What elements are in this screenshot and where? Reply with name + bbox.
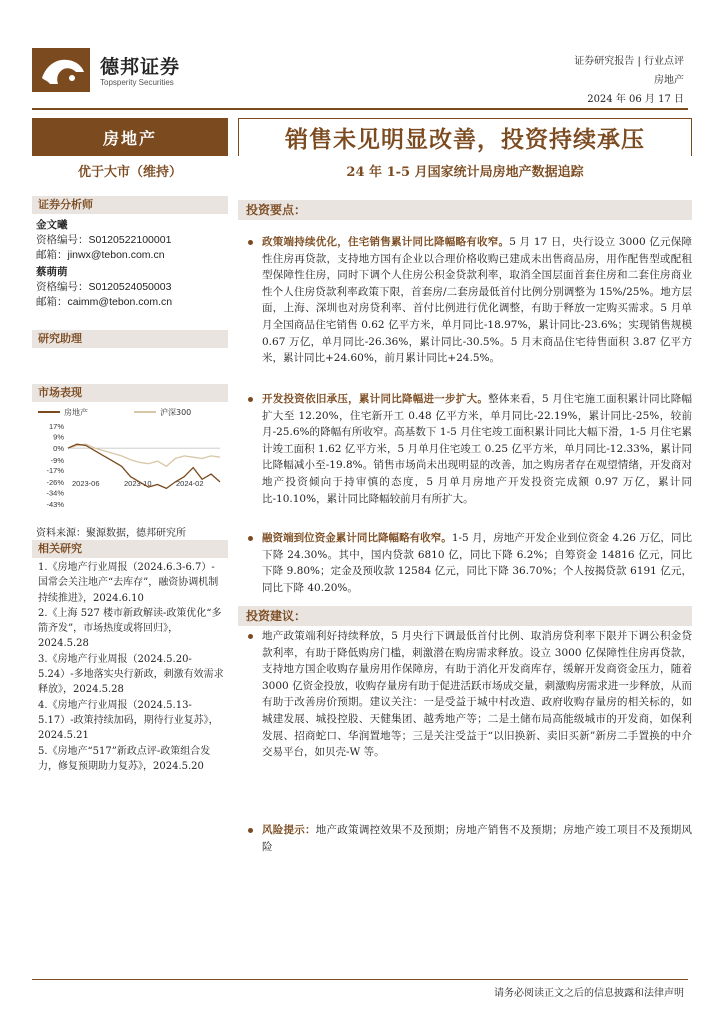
- analyst-cert: 资格编号：S0120522100001: [36, 234, 172, 246]
- related-item[interactable]: 3.《房地产行业周报（2024.5.20-5.24）-多地落实央行新政，刺激有效需求释放》，2024.5.28: [38, 653, 224, 696]
- x-tick-label: 2023-10: [124, 478, 152, 488]
- related-heading: 相关研究: [32, 540, 228, 558]
- key-point-lead: 融资端到位资金累计同比降幅略有收窄。: [262, 532, 452, 544]
- risk-body: 地产政策调控效果不及预期；房地产销售不及预期；房地产竣工项目不及预期风险: [262, 824, 693, 853]
- key-point-lead: 政策端持续优化，住宅销售累计同比降幅略有收窄。: [262, 236, 510, 248]
- analyst-email[interactable]: 邮箱：jinwx@tebon.com.cn: [36, 249, 165, 261]
- report-type: 证券研究报告 | 行业点评: [574, 56, 684, 67]
- bullet-icon: [248, 397, 253, 402]
- rating: 优于大市（维持）: [77, 165, 182, 180]
- assistant-heading: 研究助理: [32, 330, 228, 348]
- advice-text: [248, 628, 692, 761]
- bullet-icon: [248, 240, 253, 245]
- series-line: [68, 444, 220, 466]
- advice-body: 地产政策端利好持续释放，5 月央行下调最低首付比例、取消房贷利率下限并下调公积金贷款利率，有助于降低购房门槛，刺激潜在购房需求释放。设立 3000 亿保障性住房再贷款，支持地方国企收购存量房用作保障房，有助于消化开发商库存，缓解开发商资金压力，随着 3000 亿资金投放，收购存量房有助于促进活跃市场成交量，刺激购房需求进一步释放，从而有助于改善房价预期。建议关注：一是受益于城中村改造、政府收购存量房的相关标的，如城建发展、城投控股、天健集团、越秀地产等；二是土储布局高能级城市的开发商，如保利发展、招商蛇口、华润置地等；三是关注受益于“以旧换新、卖旧买新”新房二手置换的中介交易平台，如贝壳-W 等。: [262, 630, 692, 759]
- analyst-heading: 证券分析师: [32, 196, 228, 214]
- key-point-text: 1-5 月，房地产开发企业到位资金 4.26 万亿，同比下降 24.30%。其中，国内贷款 6810 亿，同比下降 6.2%；自筹资金 14816 亿元，同比下降 9.80%；定金及预收款 12584 亿元，同比下降 36.70%；个人按揭贷款 6191 亿元，同比下降 40.20%。: [262, 532, 693, 594]
- x-tick-label: 2023-06: [72, 478, 100, 488]
- footer-divider: [32, 979, 688, 980]
- report-meta: [574, 52, 684, 109]
- report-date: 2024 年 06 月 17 日: [587, 94, 684, 105]
- related-list: [38, 560, 224, 774]
- related-item[interactable]: 4.《房地产行业周报（2024.5.13-5.17）-政策持续加码，期待行业复苏》，2024.5.21: [38, 699, 219, 742]
- risk-lead: 风险提示：: [262, 824, 316, 836]
- sector-label: 房地产: [32, 118, 228, 156]
- y-tick-label: -26%: [46, 477, 64, 487]
- bullet-icon: [248, 634, 253, 639]
- title-box: [238, 118, 692, 156]
- related-item[interactable]: 1.《房地产行业周报（2024.6.3-6.7）-国常会关注地产“去库存”，融资协调机制持续推进》，2024.6.10: [38, 562, 219, 604]
- bullet-icon: [248, 536, 253, 541]
- analyst-cert: 资格编号：S0120524050003: [36, 281, 172, 293]
- company-name-en: Topsperity Securities: [100, 78, 174, 87]
- related-item[interactable]: 5.《房地产“517”新政点评-政策组合发力，修复预期助力复苏》，2024.5.20: [38, 745, 211, 772]
- key-points-heading: 投资要点：: [238, 200, 692, 220]
- logo-mark-icon: [32, 48, 90, 92]
- risk-text: [248, 822, 692, 855]
- page-subtitle: 24 年 1-5 月国家统计局房地产数据追踪: [346, 165, 584, 180]
- key-point-3: [248, 530, 692, 596]
- key-point-text: 5 月 17 日，央行设立 3000 亿元保障性住房再贷款，支持地方国有企业以合理价格收购已建成未出售商品房，用作配售型或配租型保障性住房，同时下调个人住房公积金贷款利率，取消全国层面首套住房和二套住房商业性个人住房贷款利率政策下限，首套房/二套房最低首付比例分别调整为 15%/25%。地方层面，上海、深圳也对房贷利率、首付比例进行优化调整，有助于释放一定购买需求。5 月单月全国商品住宅销售 0.62 亿平方米，单月同比-18.97%，累计同比-23.6%；实现销售规模 0.67 万亿，单月同比-26.36%，累计同比-30.5%。5 月末商品住宅待售面积 3.87 亿平方米，累计同比+24.60%，前月累计同比+24.5%。: [262, 236, 693, 365]
- analyst-name: 金文曦: [36, 219, 68, 231]
- key-point-2: [248, 391, 692, 507]
- analyst-1: [36, 218, 171, 263]
- y-tick-label: -9%: [50, 455, 64, 465]
- y-tick-label: 0%: [53, 444, 64, 454]
- header-divider: [32, 108, 688, 110]
- key-point-lead: 开发投资依旧承压，累计同比降幅进一步扩大。: [262, 393, 489, 405]
- analyst-email[interactable]: 邮箱：caimm@tebon.com.cn: [36, 296, 173, 308]
- y-tick-label: -17%: [46, 466, 64, 476]
- y-tick-label: 9%: [53, 432, 64, 442]
- analyst-2: [36, 265, 172, 310]
- company-name: 德邦证券: [100, 56, 181, 78]
- page-title: 销售未见明显改善，投资持续承压: [285, 127, 645, 153]
- legend-label: 房地产: [64, 408, 88, 417]
- bullet-icon: [248, 828, 253, 833]
- chart-source: 资料来源：聚源数据，德邦研究所: [36, 528, 186, 539]
- analyst-name: 蔡萌萌: [36, 266, 68, 278]
- footer-disclaimer: 请务必阅读正文之后的信息披露和法律声明: [494, 988, 684, 999]
- related-item[interactable]: 2.《上海 527 楼市新政解读-政策优化“多箭齐发”，市场热度或将回归》，2024.5.28: [38, 607, 222, 650]
- market-performance-chart: [34, 404, 226, 512]
- report-sector: 房地产: [654, 75, 684, 86]
- market-heading: 市场表现: [32, 384, 228, 402]
- company-logo: [32, 48, 192, 92]
- key-point-1: [248, 234, 692, 367]
- y-tick-label: -43%: [46, 500, 64, 509]
- legend-label: 沪深300: [160, 408, 192, 417]
- x-tick-label: 2024-02: [176, 478, 204, 488]
- y-tick-label: 17%: [48, 422, 64, 431]
- y-tick-label: -34%: [46, 488, 64, 498]
- key-point-text: 整体来看，5 月住宅施工面积累计同比降幅扩大至 12.20%，住宅新开工 0.48 亿平方米，单月同比-22.19%，累计同比-25%，较前月-25.6%的降幅有所收窄。高基数下 1-5 月住宅竣工面积累计同比大幅下滑，1-5 月住宅累计竣工面积 1.62 亿平方米，5 月单月住宅竣工 0.25 亿平方米，单月同比-12.33%，累计同比降幅减小至-19.8%。销售市场尚未出现明显的改善，加之购房者存在观望情绪，开发商对地产投资倾向于持审慎的态度，5 月单月房地产开发投资完成额 0.97 万亿，累计同比-10.10%，累计同比降幅较前月有所扩大。: [262, 393, 692, 505]
- advice-heading: 投资建议：: [238, 606, 692, 626]
